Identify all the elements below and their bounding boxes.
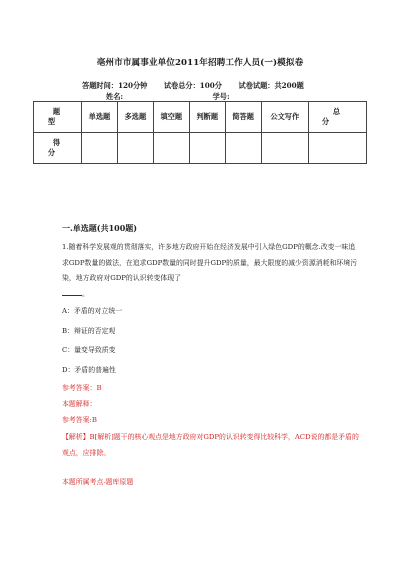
header-cell: 单选题	[82, 102, 118, 133]
header-cell: 判断题	[189, 102, 225, 133]
exam-time: 答题时间：120分钟	[82, 81, 148, 90]
question-text	[62, 240, 362, 302]
header-cell: 公文写作	[261, 102, 308, 133]
score-table-score-row	[34, 133, 367, 164]
reference-answer-2: 参考答案:B	[62, 416, 97, 424]
score-cell[interactable]	[225, 133, 261, 164]
header-cell: 多选题	[117, 102, 153, 133]
option-c[interactable]: C：量变导致质变	[62, 346, 116, 354]
header-cell: 题型	[34, 102, 82, 133]
score-row-label: 得分	[34, 133, 82, 164]
score-cell[interactable]	[261, 133, 308, 164]
section-title: 一.单选题(共100题)	[62, 223, 138, 233]
score-cell[interactable]	[117, 133, 153, 164]
explanation-label: 本题解释：	[62, 400, 97, 408]
topic-note: 本题所属考点-题库原题	[62, 478, 134, 486]
id-label: 学号:	[212, 92, 230, 101]
question-end: 。	[82, 289, 89, 298]
exam-total-score: 试卷总分：100分	[163, 81, 222, 90]
exam-title: 亳州市市属事业单位2011年招聘工作人员(一)模拟卷	[96, 58, 304, 68]
name-label: 姓名:	[106, 92, 124, 101]
score-cell[interactable]	[189, 133, 225, 164]
option-list	[62, 302, 122, 380]
option-d[interactable]: D：矛盾的普遍性	[62, 365, 116, 374]
exam-meta	[82, 81, 318, 91]
option-a[interactable]: A：矛盾的对立统一	[62, 307, 123, 315]
score-table-header-row	[34, 102, 367, 133]
option-b[interactable]: B：辩证的否定观	[62, 326, 116, 335]
score-cell[interactable]	[82, 133, 118, 164]
header-cell: 总分	[309, 102, 367, 133]
answer-blank	[62, 289, 82, 296]
header-cell: 简答题	[225, 102, 261, 133]
reference-answer: 参考答案：B	[62, 384, 102, 392]
question-body: 1.随着科学发展观的贯彻落实，许多地方政府开始在经济发展中引入绿色GDP的概念.改变一味追求GDP数量的做法，在追求GDP数量的同时提升GDP的质量，最大限度的减少资源消耗和环境污染，地方政府对GDP的认识转变体现了	[62, 243, 358, 282]
score-cell[interactable]	[309, 133, 367, 164]
score-table	[33, 101, 367, 164]
exam-total-questions: 试卷试题：共200题	[238, 81, 304, 90]
analysis-text: 【解析】B[解析]题干的核心观点是地方政府对GDP的认识转变得比较科学，ACD说的都是矛盾的观点，应排除。	[62, 433, 359, 457]
score-cell[interactable]	[153, 133, 189, 164]
header-cell: 填空题	[153, 102, 189, 133]
